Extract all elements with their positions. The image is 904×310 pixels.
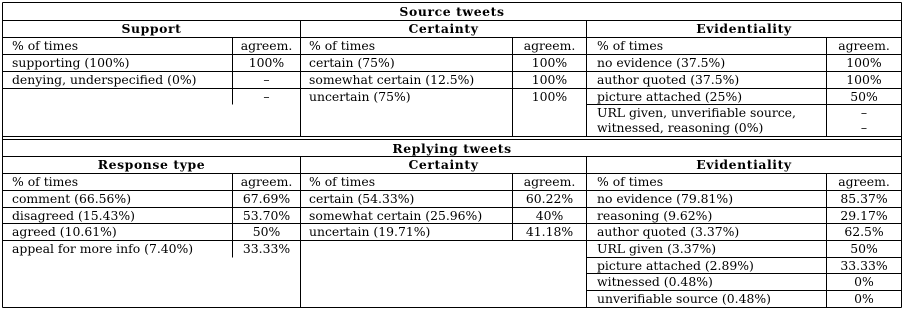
table-cell-value: 62.5%: [844, 224, 884, 239]
table-cell-label: comment (66.56%): [12, 191, 132, 206]
table-cell-value: 60.22%: [525, 191, 574, 206]
table-cell-label: witnessed, reasoning (0%): [597, 120, 764, 135]
table-cell-value: –: [263, 72, 270, 87]
table-cell-value: –: [860, 120, 868, 135]
table-cell-label: supporting (100%): [12, 55, 130, 70]
table-cell-value: 40%: [535, 208, 564, 223]
table-cell-value: 33.33%: [242, 241, 291, 256]
table-cell-label: denying, underspecified (0%): [12, 72, 197, 87]
source-evidentiality-header: Evidentiality: [696, 21, 792, 36]
table-cell-value: 85.37%: [840, 191, 888, 206]
column-header-percent: % of times: [309, 38, 376, 53]
column-header-percent: % of times: [309, 174, 376, 189]
column-header-agreement: agreem.: [240, 174, 293, 189]
column-header-percent: % of times: [597, 38, 664, 53]
table-cell-value: 100%: [846, 55, 882, 70]
table-cell-value: 41.18%: [525, 224, 574, 239]
column-header-agreement: agreem.: [523, 38, 576, 53]
table-cell-value: 100%: [531, 55, 568, 70]
table-cell-label: picture attached (25%): [597, 89, 743, 104]
table-cell-label: uncertain (75%): [309, 89, 411, 104]
column-header-percent: % of times: [12, 38, 79, 53]
column-header-agreement: agreem.: [240, 38, 293, 53]
table-cell-label: author quoted (3.37%): [597, 224, 740, 239]
table-cell-value: 50%: [850, 89, 878, 104]
column-header-percent: % of times: [597, 174, 664, 189]
table-cell-label: no evidence (79.81%): [597, 191, 734, 206]
table-cell-label: unverifiable source (0.48%): [597, 291, 771, 306]
table-cell-value: –: [860, 105, 868, 120]
table-cell-label: agreed (10.61%): [12, 224, 117, 239]
table-cell-value: 33.33%: [840, 258, 888, 273]
replying-section-title: Replying tweets: [392, 141, 512, 156]
table-cell-value: 100%: [531, 89, 568, 104]
table-cell-value: 50%: [252, 224, 281, 239]
replying-response-type-header: Response type: [97, 157, 206, 172]
table-cell-label: no evidence (37.5%): [597, 55, 726, 70]
table-cell-value: –: [263, 89, 270, 104]
table-cell-label: certain (54.33%): [309, 191, 415, 206]
table-cell-label: URL given (3.37%): [597, 241, 717, 256]
table-cell-value: 100%: [846, 72, 882, 87]
table-cell-value: 67.69%: [242, 191, 291, 206]
table-cell-value: 100%: [531, 72, 568, 87]
replying-certainty-header: Certainty: [408, 157, 479, 172]
column-header-agreement: agreem.: [838, 174, 890, 189]
source-certainty-header: Certainty: [408, 21, 479, 36]
table-cell-label: author quoted (37.5%): [597, 72, 740, 87]
table-cell-label: reasoning (9.62%): [597, 208, 713, 223]
table-cell-label: picture attached (2.89%): [597, 258, 754, 273]
table-cell-label: somewhat certain (12.5%): [309, 72, 475, 87]
table-cell-value: 100%: [248, 55, 285, 70]
table-cell-label: uncertain (19.71%): [309, 224, 431, 239]
table-cell-label: appeal for more info (7.40%): [12, 241, 194, 256]
table-cell-label: witnessed (0.48%): [597, 274, 713, 289]
table-cell-label: certain (75%): [309, 55, 395, 70]
column-header-agreement: agreem.: [838, 38, 890, 53]
column-header-agreement: agreem.: [523, 174, 576, 189]
table-cell-label: somewhat certain (25.96%): [309, 208, 483, 223]
table-cell-value: 50%: [850, 241, 878, 256]
table-cell-label: disagreed (15.43%): [12, 208, 135, 223]
column-header-percent: % of times: [12, 174, 79, 189]
table-cell-value: 0%: [854, 291, 874, 306]
table-cell-value: 53.70%: [242, 208, 291, 223]
table-cell-value: 29.17%: [840, 208, 888, 223]
source-section-title: Source tweets: [399, 4, 505, 19]
source-support-header: Support: [121, 21, 182, 36]
table-cell-label: URL given, unverifiable source,: [597, 105, 796, 120]
replying-evidentiality-header: Evidentiality: [696, 157, 792, 172]
table-cell-value: 0%: [854, 274, 874, 289]
